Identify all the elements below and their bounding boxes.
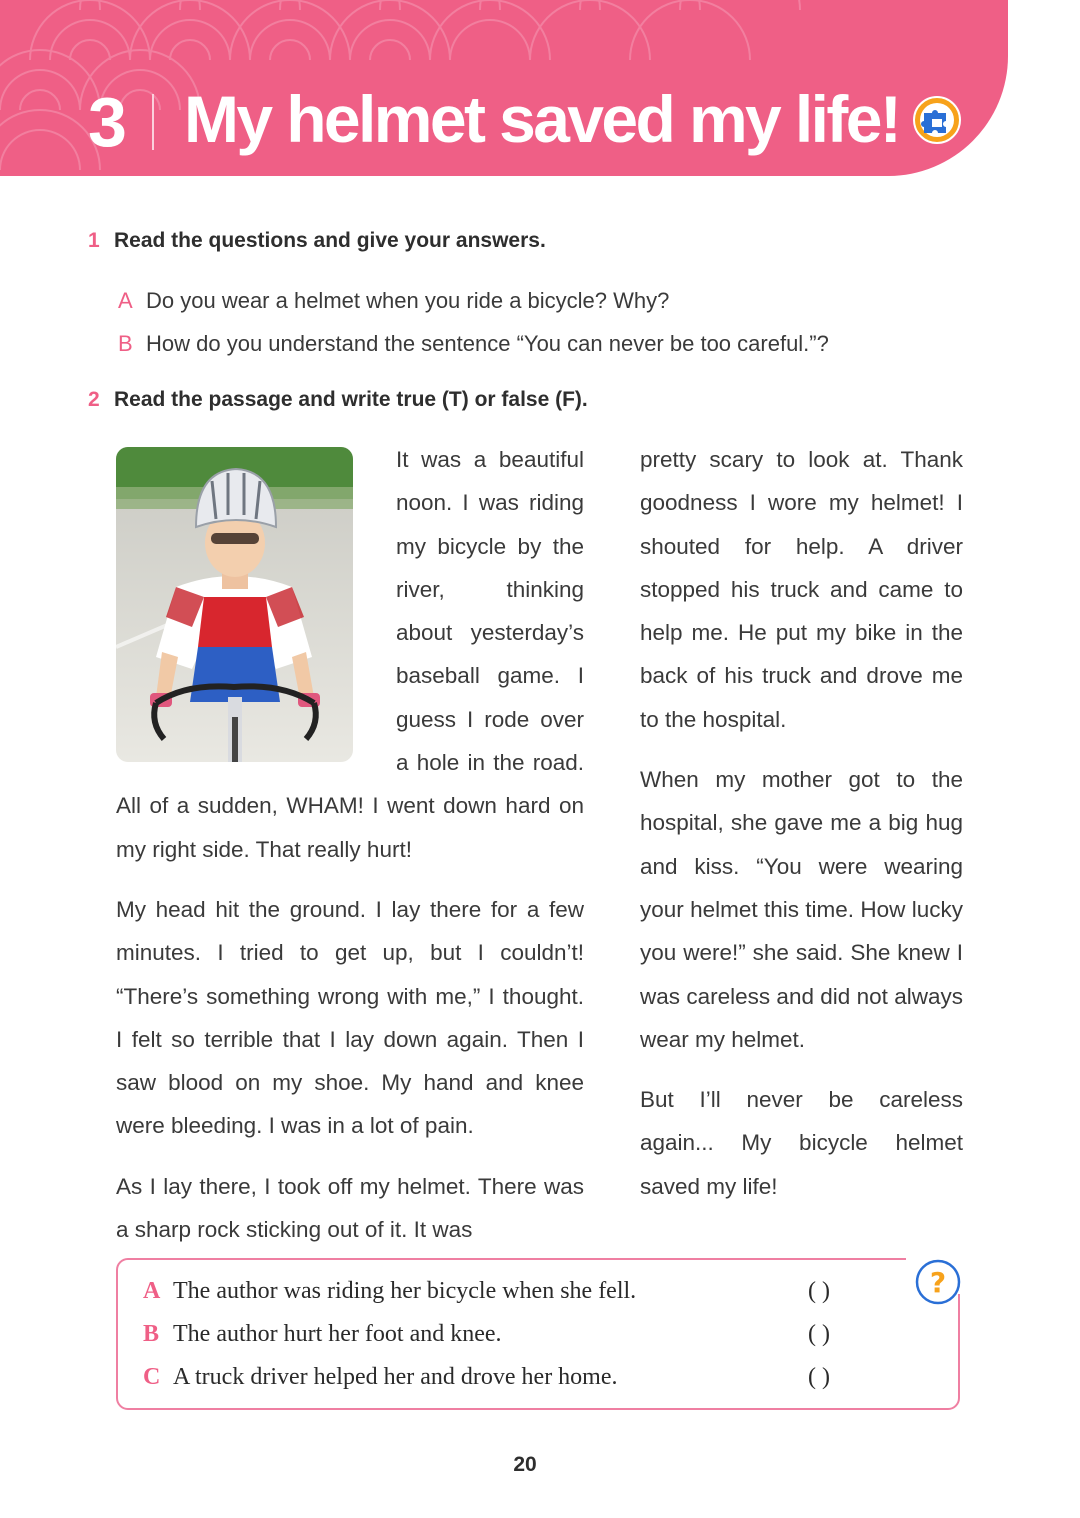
puzzle-globe-icon bbox=[912, 95, 962, 145]
svg-text:?: ? bbox=[929, 1266, 947, 1299]
answer-blank-a[interactable]: ( ) bbox=[808, 1278, 830, 1304]
page-number: 20 bbox=[513, 1453, 537, 1476]
passage-paragraph-1: It was a beautiful noon. I was riding my bicycle by the river, thinking about yesterday’s baseball game. I guess I rode over a hole in the road. All of a sudden, WHAM! I went down hard on my right side. That really hurt! bbox=[116, 447, 584, 862]
exercise-2-heading bbox=[88, 388, 588, 412]
title-divider bbox=[152, 94, 154, 150]
passage-left-column bbox=[116, 438, 584, 1268]
exercise-1-heading bbox=[88, 229, 546, 253]
question-b-letter: B bbox=[118, 331, 133, 356]
passage-right-column bbox=[640, 438, 963, 1225]
exercise-1-instruction: Read the questions and give your answers. bbox=[114, 229, 546, 252]
unit-number: 3 bbox=[88, 83, 124, 161]
statement-b-letter: B bbox=[143, 1321, 160, 1347]
statement-b-text: The author hurt her foot and knee. bbox=[173, 1321, 502, 1347]
page-title: My helmet saved my life! bbox=[184, 82, 900, 156]
statement-c-letter: C bbox=[143, 1364, 161, 1390]
question-a bbox=[118, 288, 669, 314]
exercise-2-number: 2 bbox=[88, 388, 100, 411]
answer-blank-b[interactable]: ( ) bbox=[808, 1321, 830, 1347]
passage-paragraph-3b: pretty scary to look at. Thank goodness I wore my helmet! I shouted for help. A driver stopped his truck and came to help me. He put my bike in the back of his truck and drove me to the hospital. bbox=[640, 447, 963, 732]
statement-c bbox=[143, 1364, 618, 1391]
answer-blank-c[interactable]: ( ) bbox=[808, 1364, 830, 1390]
passage-paragraph-4: When my mother got to the hospital, she gave me a big hug and kiss. “You were wearing your helmet this time. How lucky you were!” she said. She knew I was careless and did not always wear my helmet. bbox=[640, 767, 963, 1052]
passage-paragraph-5: But I’ll never be careless again... My bicycle helmet saved my life! bbox=[640, 1087, 963, 1199]
exercise-1-number: 1 bbox=[88, 229, 100, 252]
statement-a-text: The author was riding her bicycle when she fell. bbox=[173, 1278, 637, 1304]
statement-a-letter: A bbox=[143, 1278, 161, 1304]
statement-b bbox=[143, 1321, 502, 1348]
statement-a bbox=[143, 1278, 636, 1305]
header-banner bbox=[0, 0, 1008, 176]
question-mark-icon bbox=[914, 1258, 962, 1306]
question-b-text: How do you understand the sentence “You can never be too careful.”? bbox=[146, 331, 829, 356]
question-b bbox=[118, 331, 829, 357]
passage-paragraph-2: My head hit the ground. I lay there for a few minutes. I tried to get up, but I couldn’t! “There’s something wrong with me,” I thought. I felt so terrible that I lay down again. Then I saw blood on my shoe. My hand and knee were bleeding. I was in a lot of pain. bbox=[116, 896, 584, 1139]
question-a-letter: A bbox=[118, 288, 133, 313]
question-a-text: Do you wear a helmet when you ride a bicycle? Why? bbox=[146, 288, 670, 313]
passage-paragraph-3a: As I lay there, I took off my helmet. There was a sharp rock sticking out of it. It was bbox=[116, 1173, 584, 1243]
exercise-2-instruction: Read the passage and write true (T) or false (F). bbox=[114, 388, 588, 411]
statement-c-text: A truck driver helped her and drove her home. bbox=[173, 1364, 618, 1390]
photo-spacer bbox=[116, 438, 396, 784]
